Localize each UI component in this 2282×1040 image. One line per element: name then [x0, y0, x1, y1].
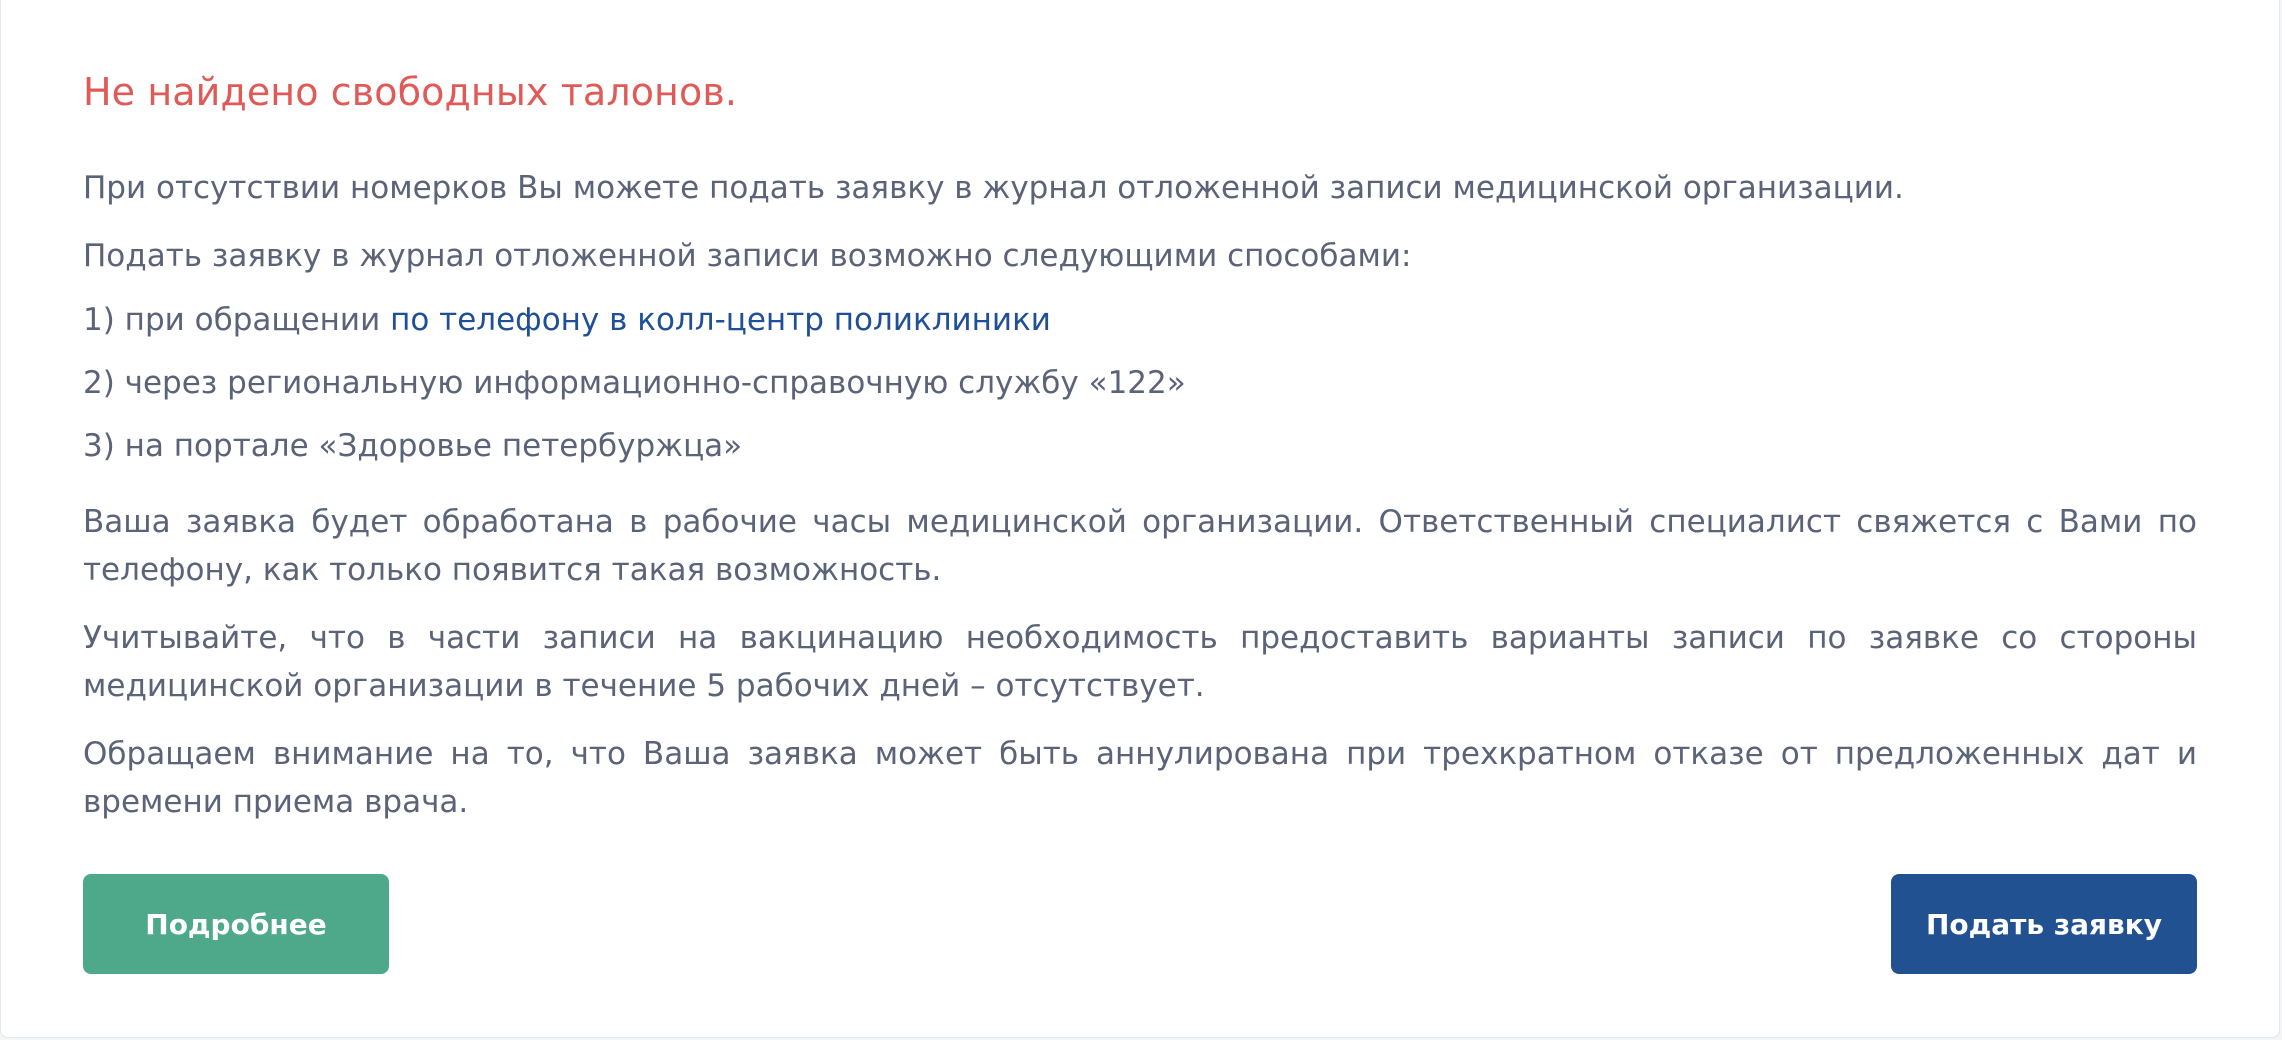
processing-text: Ваша заявка будет обработана в рабочие часы медицинской организации. Ответственный специалист свяжется с Вами по телефону, как только появится такая возможность. [83, 504, 2197, 588]
way-item-phone-prefix: 1) при обращении [83, 302, 391, 338]
submit-request-button[interactable]: Подать заявку [1891, 874, 2197, 974]
intro-text: При отсутствии номерков Вы можете подать заявку в журнал отложенной записи медицинской организации. [83, 170, 1904, 206]
annulment-text: Обращаем внимание на то, что Ваша заявка может быть аннулирована при трехкратном отказе от предложенных дат и времени приема врача. [83, 736, 2197, 820]
notice-title: Не найдено свободных талонов. [83, 70, 738, 114]
way-item-phone [83, 296, 2197, 344]
ways-heading: Подать заявку в журнал отложенной записи возможно следующими способами: [83, 238, 1412, 274]
way-item-122-service: 2) через региональную информационно-справочную службу «122» [83, 365, 1186, 401]
way-item-portal: 3) на портале «Здоровье петербуржца» [83, 428, 743, 464]
more-info-button[interactable]: Подробнее [83, 874, 389, 974]
vaccination-text: Учитывайте, что в части записи на вакцинацию необходимость предоставить варианты записи по заявке со стороны медицинской организации в течение 5 рабочих дней – отсутствует. [83, 620, 2197, 704]
action-buttons [83, 874, 2197, 974]
call-center-phone-link[interactable]: по телефону в колл-центр поликлиники [390, 302, 1051, 338]
